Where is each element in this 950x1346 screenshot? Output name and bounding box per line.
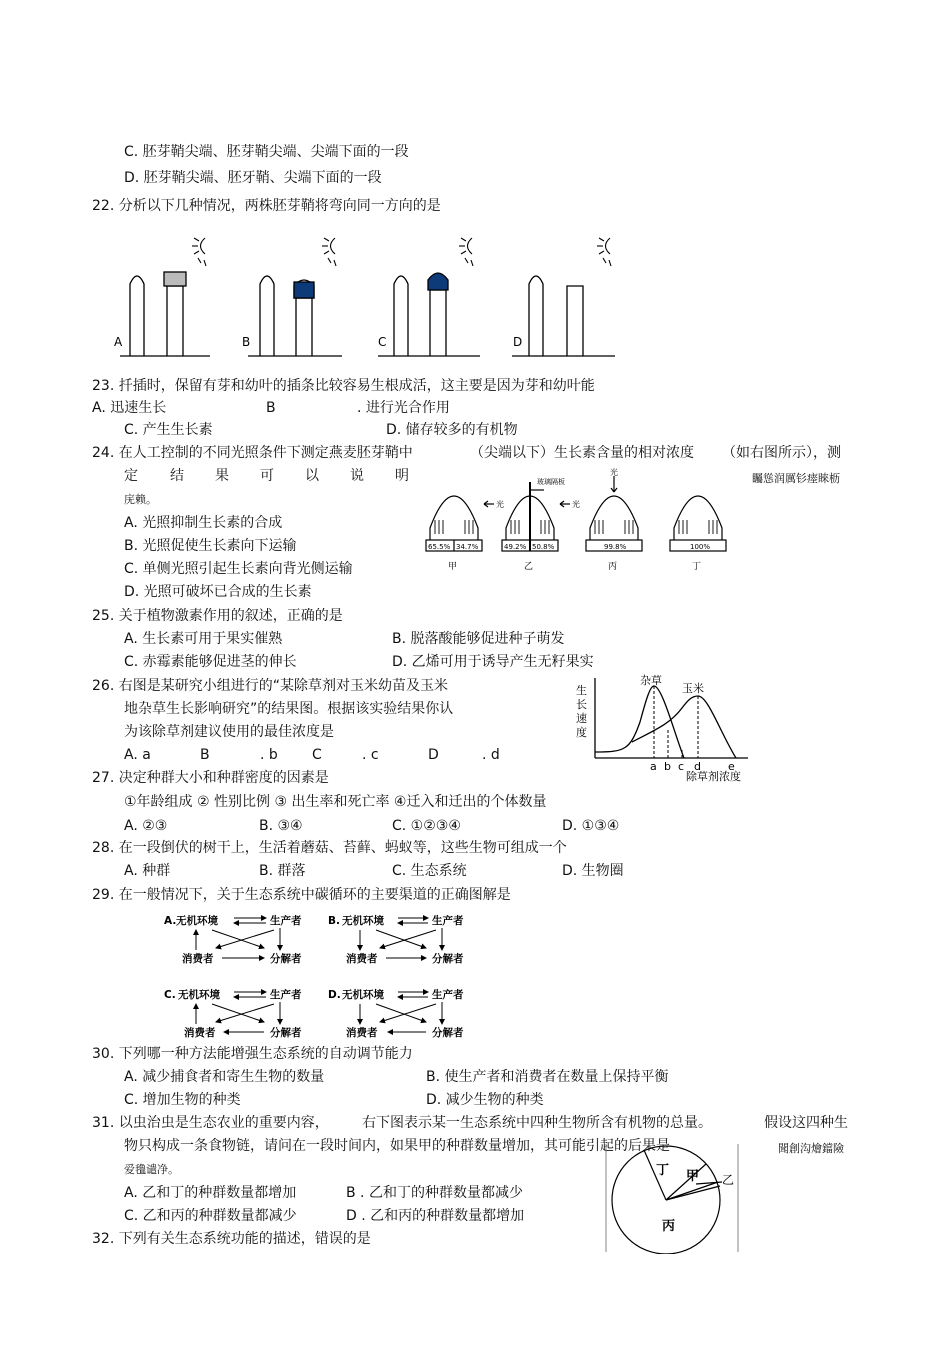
q25-option-d: D. 乙烯可用于诱导产生无籽果实 — [392, 654, 594, 670]
q31-pie-jia: 甲 — [686, 1169, 700, 1184]
q26-tick-e: e — [728, 760, 735, 773]
q29-b-consumer: 消费者 — [346, 953, 378, 965]
q27-option-c: C. ①②③④ — [392, 818, 461, 834]
q26-tick-d: d — [694, 760, 701, 773]
q24-stem-1: 24. 在人工控制的不同光照条件下测定燕麦胚芽鞘中 — [92, 445, 413, 461]
q29-b-env: 无机环境 — [342, 915, 384, 927]
q31-pie-yi: 乙 — [722, 1173, 735, 1187]
q31-pie-ding: 丁 — [656, 1163, 670, 1178]
q29-stem: 29. 在一般情况下，关于生态系统中碳循环的主要渠道的正确图解是 — [92, 887, 511, 903]
q26-tick-a: a — [650, 760, 657, 773]
q29-a-decomposer: 分解者 — [270, 953, 302, 965]
q26-option-b-letter: B — [200, 747, 210, 763]
q23-option-c: C. 产生生长素 — [124, 422, 213, 438]
q24-auxin-figure — [420, 468, 750, 580]
q24-stem-2-0: 定 — [124, 468, 138, 484]
q31-biomass-pie — [604, 1144, 744, 1254]
q26-weed-curve — [595, 686, 684, 758]
q31-option-c: C. 乙和丙的种群数量都减少 — [124, 1208, 297, 1224]
q23-option-b: . 进行光合作用 — [357, 400, 450, 416]
q23-stem: 23. 扦插时，保留有芽和幼叶的插条比较容易生根成活，这主要是因为芽和幼叶能 — [92, 378, 595, 394]
q31-pie-bing: 丙 — [662, 1219, 676, 1234]
q24-ding-value: 100% — [690, 543, 711, 551]
q28-option-b: B. 群落 — [259, 863, 306, 879]
q30-option-a: A. 减少捕食者和寄生生物的数量 — [124, 1069, 325, 1085]
q24-stem-2-3: 可 — [260, 468, 274, 484]
q22-label-c: C — [378, 335, 387, 349]
q26-stem-3: 为该除草剂建议使用的最佳浓度是 — [124, 724, 334, 740]
q24-option-b: B. 光照促使生长素向下运输 — [124, 538, 297, 554]
q24-stem-2-1: 结 — [170, 468, 184, 484]
q25-option-c: C. 赤霉素能够促进茎的伸长 — [124, 654, 297, 670]
q25-option-a: A. 生长素可用于果实催熟 — [124, 631, 283, 647]
q26-series-corn: 玉米 — [682, 682, 704, 695]
q24-stem-2-6: 明 — [395, 468, 409, 484]
q24-stem-1c: （如右图所示），测 — [722, 445, 841, 461]
q24-jia-value-right: 34.7% — [456, 543, 479, 551]
q28-option-a: A. 种群 — [124, 863, 171, 879]
q22-label-d: D — [513, 335, 523, 349]
q24-light-label-yi: 光 — [572, 500, 580, 509]
q29-a-env: 无机环境 — [176, 915, 218, 927]
q26-option-d-letter: D — [428, 747, 439, 763]
q24-stem-2-4: 以 — [305, 468, 319, 484]
q24-option-d: D. 光照可破坏已合成的生长素 — [124, 584, 312, 600]
q27-items: ①年龄组成 ② 性别比例 ③ 出生率和死亡率 ④迁入和迁出的个体数量 — [124, 794, 547, 810]
q31-option-d: D . 乙和丙的种群数量都增加 — [346, 1208, 525, 1224]
q26-option-d: . d — [482, 747, 500, 763]
q27-option-a: A. ②③ — [124, 818, 168, 834]
q29-d-decomposer: 分解者 — [432, 1027, 464, 1039]
q29-c-producer: 生产者 — [270, 989, 302, 1001]
q24-panel-ding: 丁 — [692, 562, 702, 572]
q24-stem-1b: （尖端以下）生长素含量的相对浓度 — [470, 445, 694, 461]
q30-stem: 30. 下列哪一种方法能增强生态系统的自动调节能力 — [92, 1046, 413, 1062]
q22-label-a: A — [114, 335, 123, 349]
q24-option-a: A. 光照抑制生长素的合成 — [124, 515, 283, 531]
q31-stem-1c: 假设这四种生 — [764, 1115, 848, 1131]
q27-option-b: B. ③④ — [259, 818, 303, 834]
q24-yi-value-right: 50.8% — [532, 543, 555, 551]
q26-ylabel-4: 度 — [576, 726, 587, 739]
q24-stem-2-5: 说 — [350, 468, 364, 484]
q26-stem-1: 26. 右图是某研究小组进行的“某除草剂对玉米幼苗及玉米 — [92, 678, 448, 694]
q32-stem: 32. 下列有关生态系统功能的描述，错误的是 — [92, 1231, 371, 1247]
q24-light-label-jia: 光 — [496, 500, 504, 509]
q24-yi-value-left: 49.2% — [504, 543, 527, 551]
q21-option-c: C. 胚芽鞘尖端、胚芽鞘尖端、尖端下面的一段 — [124, 144, 409, 160]
q24-garbled-text-2: 庑赖。 — [124, 493, 157, 506]
q30-option-b: B. 使生产者和消费者在数量上保持平衡 — [426, 1069, 669, 1085]
q24-jia-value-left: 65.5% — [428, 543, 451, 551]
q26-option-a: A. a — [124, 747, 151, 763]
q26-ylabel-1: 生 — [576, 684, 587, 697]
q26-ylabel-2: 长 — [576, 698, 587, 711]
q26-herbicide-chart — [570, 672, 760, 782]
q31-garbled-text-1: 聞創沟燴鐺險 — [778, 1142, 844, 1155]
q30-option-d: D. 减少生物的种类 — [426, 1092, 544, 1108]
q22-label-b: B — [242, 335, 251, 349]
q26-series-weed: 杂草 — [640, 674, 662, 687]
q22-stem: 22. 分析以下几种情况，两株胚芽鞘将弯向同一方向的是 — [92, 198, 441, 214]
q29-c-env: 无机环境 — [178, 989, 220, 1001]
q29-a-producer: 生产者 — [270, 915, 302, 927]
q27-stem: 27. 决定种群大小和种群密度的因素是 — [92, 770, 329, 786]
q31-stem-2: 物只构成一条食物链，请问在一段时间内，如果甲的种群数量增加，其可能引起的后果是 — [124, 1138, 670, 1154]
q26-xlabel: 除草剂浓度 — [686, 770, 741, 782]
q24-panel-jia: 甲 — [448, 562, 458, 572]
q23-option-b-letter: B — [266, 400, 276, 416]
q30-option-c: C. 增加生物的种类 — [124, 1092, 241, 1108]
q29-d-env: 无机环境 — [342, 989, 384, 1001]
q24-option-c: C. 单侧光照引起生长素向背光侧运输 — [124, 561, 353, 577]
q31-option-b: B . 乙和丁的种群数量都减少 — [346, 1185, 523, 1201]
q29-d-producer: 生产者 — [432, 989, 464, 1001]
q29-d-letter: D. — [328, 989, 341, 1001]
q28-option-c: C. 生态系统 — [392, 863, 467, 879]
q23-option-a: A. 迅速生长 — [92, 400, 167, 416]
q29-d-consumer: 消费者 — [346, 1027, 378, 1039]
q31-stem-1b: 右下图表示某一生态系统中四种生物所含有机物的总量。 — [362, 1115, 712, 1131]
q29-b-decomposer: 分解者 — [432, 953, 464, 965]
q26-option-c: . c — [362, 747, 379, 763]
q23-option-d: D. 储存较多的有机物 — [386, 422, 518, 438]
q26-corn-curve — [632, 696, 736, 758]
q26-ylabel-3: 速 — [576, 712, 587, 725]
q21-option-d: D. 胚芽鞘尖端、胚牙鞘、尖端下面的一段 — [124, 170, 382, 186]
q27-option-d: D. ①③④ — [562, 818, 620, 834]
q22-coleoptile-figure — [110, 230, 630, 360]
q29-c-consumer: 消费者 — [184, 1027, 216, 1039]
q31-garbled-text-2: 爱氇谴净。 — [124, 1163, 179, 1176]
q25-stem: 25. 关于植物激素作用的叙述，正确的是 — [92, 608, 343, 624]
q31-option-a: A. 乙和丁的种群数量都增加 — [124, 1185, 297, 1201]
q24-light-label-bing: 光 — [610, 468, 618, 477]
q31-stem-1a: 31. 以虫治虫是生态农业的重要内容， — [92, 1115, 329, 1131]
q26-option-c-letter: C — [312, 747, 322, 763]
q29-c-letter: C. — [164, 989, 176, 1001]
q24-garbled-text-1: 矚慫润厲钐瘗睞枥 — [752, 472, 840, 485]
q24-stem-2-2: 果 — [215, 468, 229, 484]
q29-a-consumer: 消费者 — [182, 953, 214, 965]
q26-stem-2: 地杂草生长影响研究”的结果图。根据该实验结果你认 — [124, 701, 454, 717]
q24-barrier-label: 玻璃隔板 — [537, 478, 565, 486]
q28-stem: 28. 在一段倒伏的树干上，生活着蘑菇、苔藓、蚂蚁等，这些生物可组成一个 — [92, 840, 567, 856]
q24-panel-yi: 乙 — [524, 562, 534, 572]
q26-option-b: . b — [260, 747, 278, 763]
q26-tick-c: c — [678, 760, 685, 773]
q29-b-producer: 生产者 — [432, 915, 464, 927]
q28-option-d: D. 生物圈 — [562, 863, 624, 879]
q25-option-b: B. 脱落酸能够促进种子萌发 — [392, 631, 565, 647]
q29-carbon-cycle-diagrams — [160, 908, 490, 1040]
q24-bing-value: 99.8% — [604, 543, 627, 551]
q29-b-letter: B. — [328, 915, 340, 927]
q24-panel-bing: 丙 — [608, 562, 618, 572]
q29-c-decomposer: 分解者 — [270, 1027, 302, 1039]
q26-tick-b: b — [664, 760, 671, 773]
q29-a-letter: A. — [164, 915, 177, 927]
